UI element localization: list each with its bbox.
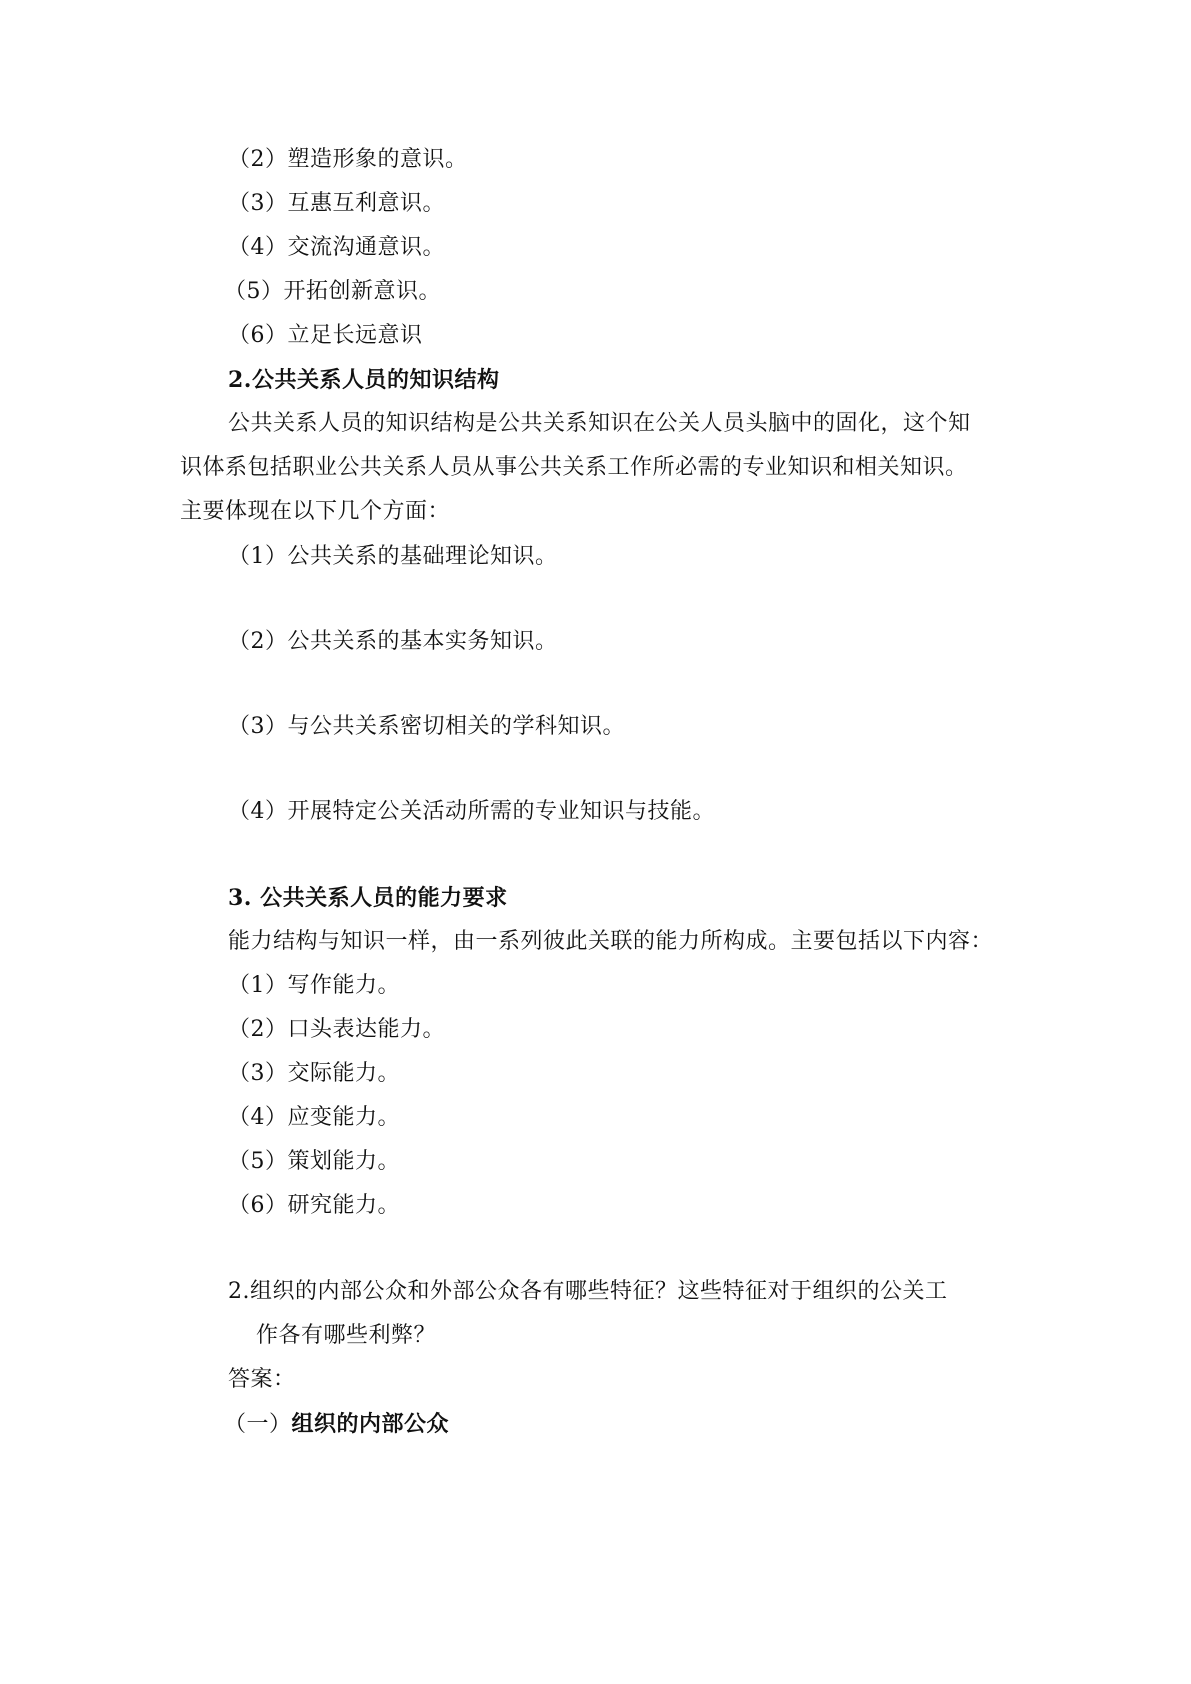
list-item: （6）立足长远意识 [228,323,423,348]
section-heading: 3. 公共关系人员的能力要求 [228,885,508,911]
list-item: （5）策划能力。 [228,1149,400,1174]
list-item: （3）互惠互利意识。 [228,191,445,216]
list-item: （4）交流沟通意识。 [228,235,445,260]
list-item: （2）公共关系的基本实务知识。 [228,629,558,654]
list-item: （1）公共关系的基础理论知识。 [228,544,558,569]
question-line: 作各有哪些利弊？ [256,1323,437,1348]
paragraph-line: 公共关系人员的知识结构是公共关系知识在公关人员头脑中的固化，这个知 [228,411,971,436]
subsection-title: 组织的内部公众 [291,1411,450,1437]
list-item: （6）研究能力。 [228,1193,400,1218]
paragraph-line: 识体系包括职业公共关系人员从事公共关系工作所必需的专业知识和相关知识。 [180,455,968,480]
paragraph-line: 能力结构与知识一样，由一系列彼此关联的能力所构成。主要包括以下内容： [228,929,994,954]
subsection-heading [224,1409,449,1440]
paragraph-line: 主要体现在以下几个方面： [180,499,451,524]
question-line: 2.组织的内部公众和外部公众各有哪些特征？这些特征对于组织的公关工 [228,1279,948,1304]
subsection-number: （一） [224,1412,292,1437]
list-item: （2）口头表达能力。 [228,1017,445,1042]
list-item: （2）塑造形象的意识。 [228,147,468,172]
answer-label: 答案： [228,1367,296,1392]
section-heading: 2.公共关系人员的知识结构 [228,367,500,393]
list-item: （4）开展特定公关活动所需的专业知识与技能。 [228,799,715,824]
list-item: （4）应变能力。 [228,1105,400,1130]
list-item: （1）写作能力。 [228,973,400,998]
list-item: （3）与公共关系密切相关的学科知识。 [228,714,625,739]
list-item: （3）交际能力。 [228,1061,400,1086]
list-item: （5）开拓创新意识。 [224,279,441,304]
